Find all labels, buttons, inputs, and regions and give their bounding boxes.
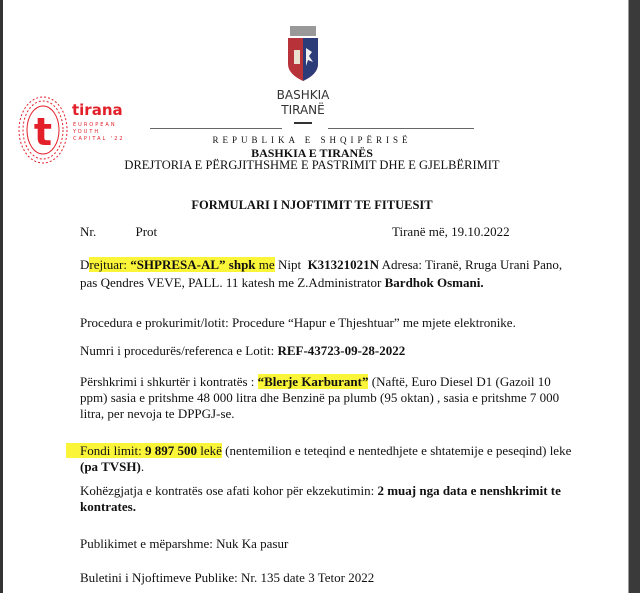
crest-underline xyxy=(294,122,312,124)
public-bulletin: Buletini i Njoftimeve Publike: Nr. 135 date 3 Tetor 2022 xyxy=(80,570,375,585)
prot-label: Prot xyxy=(135,224,158,239)
reference-label: Numri i procedurës/referenca e Lotit: xyxy=(80,343,275,358)
protocol-line xyxy=(80,224,157,240)
tirana-logo-sub: EUROPEAN xyxy=(73,122,117,128)
previous-publications: Publikimet e mëparshme: Nuk Ka pasur xyxy=(80,536,289,551)
republic-heading: REPUBLIKA E SHQIPËRISË xyxy=(212,135,412,145)
address-continued: pas Qendres VEVE, PALL. 11 katesh me Z.Administrator xyxy=(80,275,382,290)
fund-currency: lekë xyxy=(200,443,222,458)
fund-line-1 xyxy=(80,443,571,459)
reference-line xyxy=(80,343,405,359)
fund-line-2 xyxy=(80,459,144,475)
document-title: FORMULARI I NJOFTIMIT TE FITUESIT xyxy=(191,198,433,212)
fund-in-words: (nentemilion e teteqind e nentedhjete e shtatemije e peseqind) leke xyxy=(225,443,572,458)
nr-label: Nr. xyxy=(80,224,97,239)
nipt-value: K31321021N xyxy=(307,257,380,272)
description-line-1 xyxy=(80,374,551,390)
winner-company: “SHPRESA-AL” shpk xyxy=(130,257,256,272)
addressee-line-1: Drejtuar: “SHPRESA-AL” shpk me Nipt K31321021N Adresa: Tiranë, Rruga Urani Pano, xyxy=(80,257,563,272)
svg-text:t: t xyxy=(33,110,53,154)
description-label: Përshkrimi i shkurtër i kontratës : xyxy=(80,374,255,389)
addressee-me: me xyxy=(258,257,275,272)
contract-name: “Blerje Karburant” xyxy=(257,374,369,389)
tirana-logo-sub: YOUTH xyxy=(73,129,101,135)
window-edge-left xyxy=(0,0,3,593)
tirana-logo-sub: CAPITAL '22 xyxy=(73,136,125,142)
description-line-2: ppm) sasia e pritshme 48 000 litra dhe Benzinë pa plumb (95 oktan) , sasia e pritshme 7 000 xyxy=(80,390,560,405)
fund-label: Fondi limit: xyxy=(80,443,142,458)
duration-label: Kohëzgjatja e kontratës ose afati kohor për ekzekutimin: xyxy=(80,483,375,498)
duration-value-cont: kontrates. xyxy=(80,499,136,514)
fund-end: . xyxy=(140,459,145,474)
duration-value: 2 muaj nga data e nenshkrimit te xyxy=(377,483,561,498)
description-line-3: litra, per nevoja te DPPGJ-se. xyxy=(80,406,235,421)
administrator-name: Bardhok Osmani. xyxy=(384,275,484,290)
crest-text-line1: BASHKIA xyxy=(276,88,330,102)
duration-line-1 xyxy=(80,483,561,499)
municipality-heading: BASHKIA E TIRANËS xyxy=(251,146,373,160)
window-edge-right xyxy=(628,0,640,593)
header-rule-right xyxy=(328,128,474,129)
directorate-heading: DREJTORIA E PËRGJITHSHME E PASTRIMIT DHE E GJELBËRIMIT xyxy=(124,158,500,172)
addressee-line-2 xyxy=(80,275,484,291)
nipt-label: Nipt xyxy=(277,257,302,272)
duration-line-2 xyxy=(80,499,136,515)
vat-note: (pa TVSH) xyxy=(80,459,141,474)
fund-amount: 9 897 500 xyxy=(145,443,198,458)
document-date: Tiranë më, 19.10.2022 xyxy=(392,224,510,239)
tirana-logo-name: tirana xyxy=(72,101,123,119)
addressee-label: rejtuar: xyxy=(89,257,127,272)
header-rule-left xyxy=(150,128,282,129)
description-text: (Naftë, Euro Diesel D1 (Gazoil 10 xyxy=(371,374,551,389)
tirana-t-icon xyxy=(18,95,68,165)
reference-value: REF-43723-09-28-2022 xyxy=(277,343,406,358)
procedure-type: Procedura e prokurimit/lotit: Procedure “Hapur e Thjeshtuar” me mjete elektronike. xyxy=(80,315,516,330)
municipality-crest-icon xyxy=(284,26,322,82)
crest-text-line2: TIRANË xyxy=(281,103,325,117)
address: Adresa: Tiranë, Rruga Urani Pano, xyxy=(381,257,563,272)
